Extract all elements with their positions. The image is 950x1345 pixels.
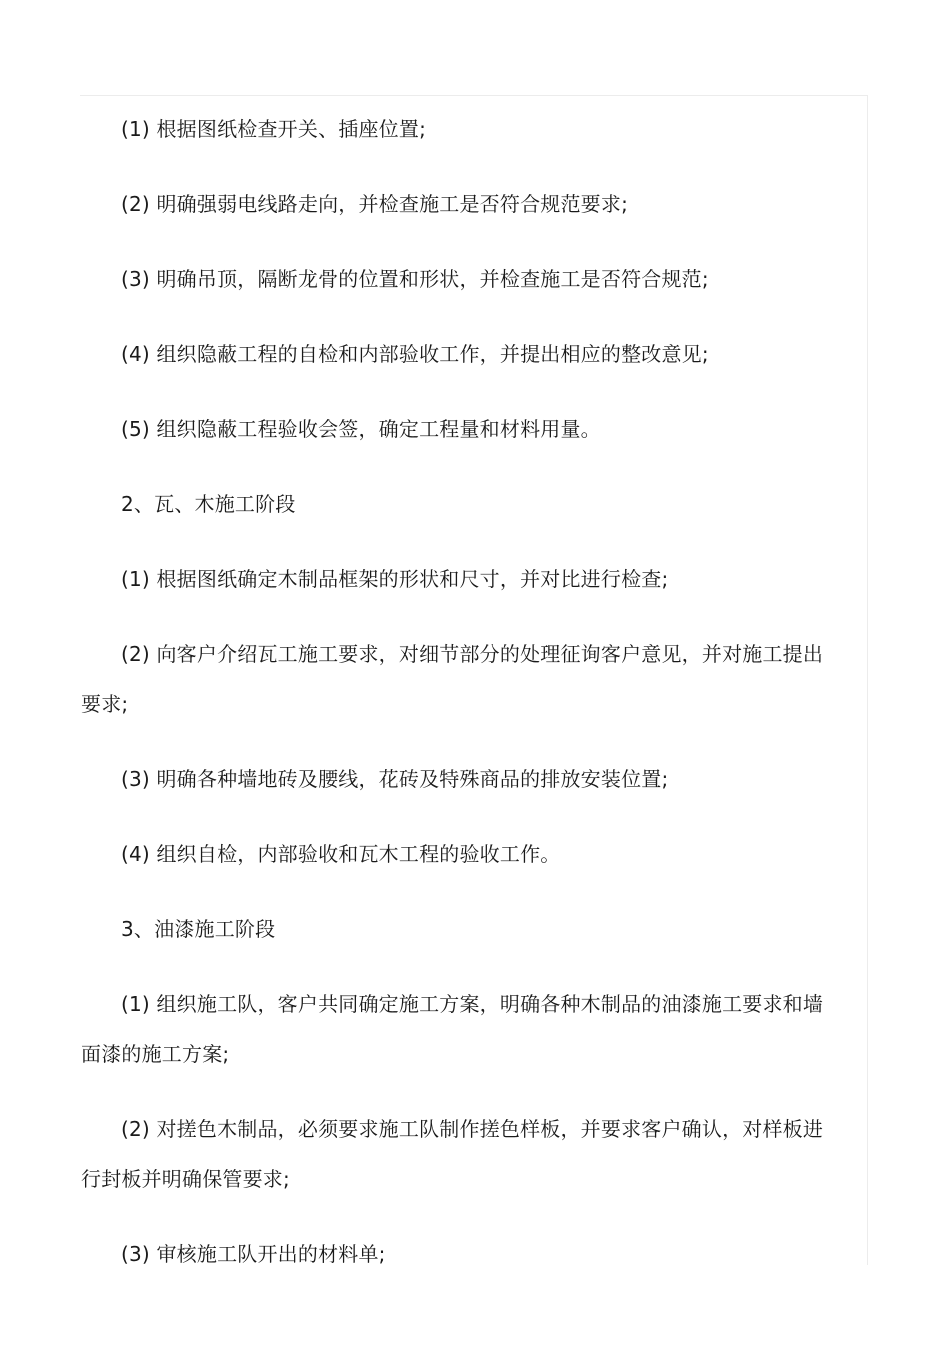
paragraph: (2) 对搓色木制品，必须要求施工队制作搓色样板，并要求客户确认，对样板进行封板并明确保管要求; [81,1117,824,1191]
paragraph: (1) 组织施工队，客户共同确定施工方案，明确各种木制品的油漆施工要求和墙面漆的施工方案; [81,992,824,1066]
paragraph: (2) 明确强弱电线路走向，并检查施工是否符合规范要求; [121,192,629,216]
paragraph: (1) 根据图纸确定木制品框架的形状和尺寸，并对比进行检查; [121,567,669,591]
paragraph: (4) 组织自检，内部验收和瓦木工程的验收工作。 [121,842,561,866]
paragraph: (1) 根据图纸检查开关、插座位置; [121,117,427,141]
paragraph: (3) 明确各种墙地砖及腰线，花砖及特殊商品的排放安装位置; [121,767,669,791]
paragraph: (3) 明确吊顶，隔断龙骨的位置和形状，并检查施工是否符合规范; [121,267,709,291]
section-heading: 3、油漆施工阶段 [121,917,276,941]
section-heading: 2、瓦、木施工阶段 [121,492,296,516]
paragraph: (5) 组织隐蔽工程验收会签，确定工程量和材料用量。 [121,417,601,441]
paragraph: (4) 组织隐蔽工程的自检和内部验收工作，并提出相应的整改意见; [121,342,709,366]
document-body [81,104,826,1304]
paragraph: (2) 向客户介绍瓦工施工要求，对细节部分的处理征询客户意见，并对施工提出要求; [81,642,824,716]
paragraph: (3) 审核施工队开出的材料单; [121,1242,386,1266]
